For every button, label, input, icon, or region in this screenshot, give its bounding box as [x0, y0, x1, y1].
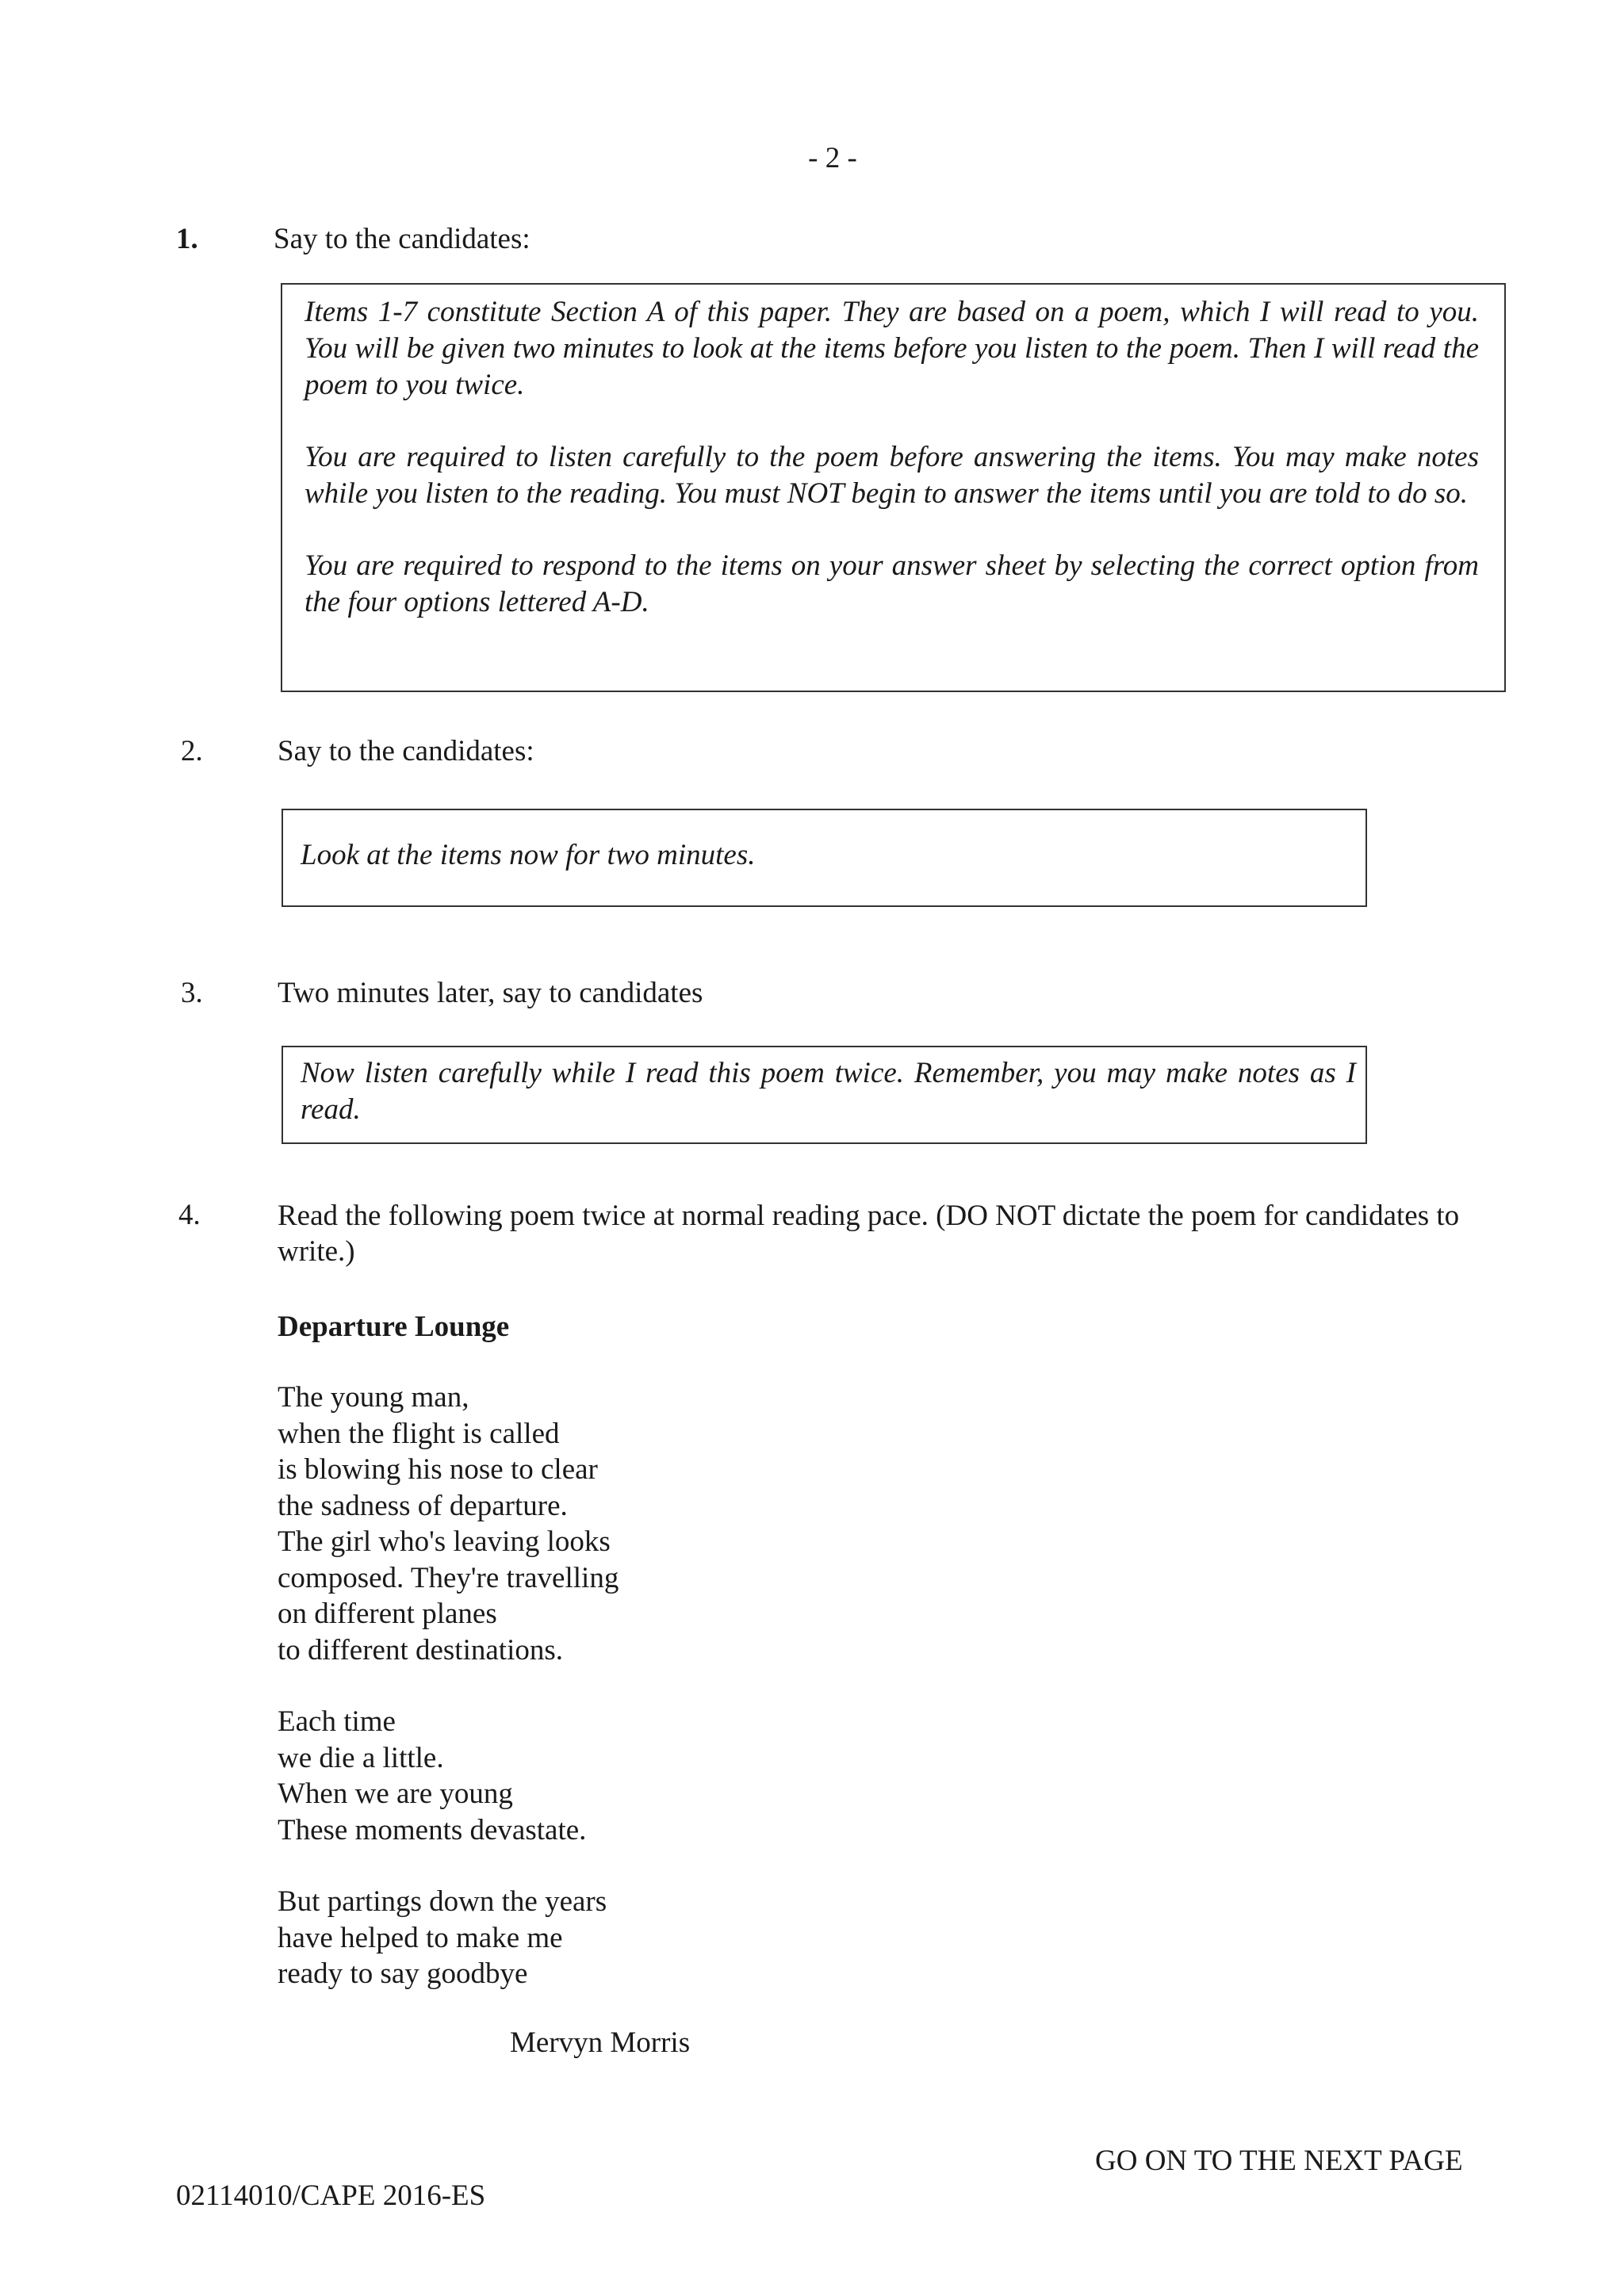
poem-body [278, 1380, 619, 1992]
item-1-number: 1. [176, 223, 198, 255]
poem-stanza-1 [278, 1380, 619, 1668]
poem-line: The young man, [278, 1381, 469, 1414]
item-3-script-box [282, 1046, 1367, 1144]
poem-stanza-3 [278, 1884, 619, 1992]
document-code: 02114010/CAPE 2016-ES [176, 2179, 486, 2212]
poem-line: we die a little. [278, 1741, 444, 1774]
poem-line: to different destinations. [278, 1633, 563, 1667]
poem-line: But partings down the years [278, 1885, 607, 1918]
next-page-notice: GO ON TO THE NEXT PAGE [1095, 2145, 1463, 2177]
poem-line: is blowing his nose to clear [278, 1453, 598, 1486]
item-2-paragraph-1: Look at the items now for two minutes. [301, 839, 756, 871]
poem-line: Each time [278, 1705, 396, 1738]
poem-line: when the flight is called [278, 1417, 560, 1450]
item-1-paragraph-3: You are required to respond to the items on your answer sheet by selecting the correct option from the four options lettered A-D. [304, 549, 1479, 618]
poem-line: The girl who's leaving looks [278, 1525, 611, 1558]
item-1-instruction: Say to the candidates: [274, 223, 530, 255]
item-2-script-box [282, 809, 1367, 907]
poem-title: Departure Lounge [278, 1311, 510, 1343]
item-1-script-box [281, 283, 1506, 692]
item-1-paragraph-1: Items 1-7 constitute Section A of this paper. They are based on a poem, which I will read to you. You will be given two minutes to look at the items before you listen to the poem. Then I will read the poem to you twice. [304, 296, 1479, 401]
poem-line: These moments devastate. [278, 1813, 587, 1846]
item-2-number: 2. [181, 735, 203, 767]
poem-line: composed. They're travelling [278, 1561, 619, 1594]
poem-stanza-2 [278, 1704, 619, 1848]
item-4-number: 4. [178, 1199, 201, 1231]
poem-line: When we are young [278, 1777, 513, 1810]
item-3-paragraph-1: Now listen carefully while I read this poem twice. Remember, you may make notes as I read. [301, 1057, 1356, 1126]
poem-line: on different planes [278, 1598, 497, 1630]
item-2-instruction: Say to the candidates: [278, 735, 534, 767]
poem-line: have helped to make me [278, 1921, 563, 1954]
item-4-instruction: Read the following poem twice at normal reading pace. (DO NOT dictate the poem for candidates to write.) [278, 1200, 1460, 1268]
poem-line: the sadness of departure. [278, 1489, 568, 1522]
poem-author: Mervyn Morris [510, 2026, 691, 2059]
item-3-instruction: Two minutes later, say to candidates [278, 977, 703, 1009]
poem-line: ready to say goodbye [278, 1957, 528, 1990]
item-3-number: 3. [181, 977, 203, 1009]
item-1-paragraph-2: You are required to listen carefully to the poem before answering the items. You may make notes while you listen to the reading. You must NOT begin to answer the items until you are told to do so. [304, 441, 1479, 510]
page-number: - 2 - [808, 142, 857, 174]
